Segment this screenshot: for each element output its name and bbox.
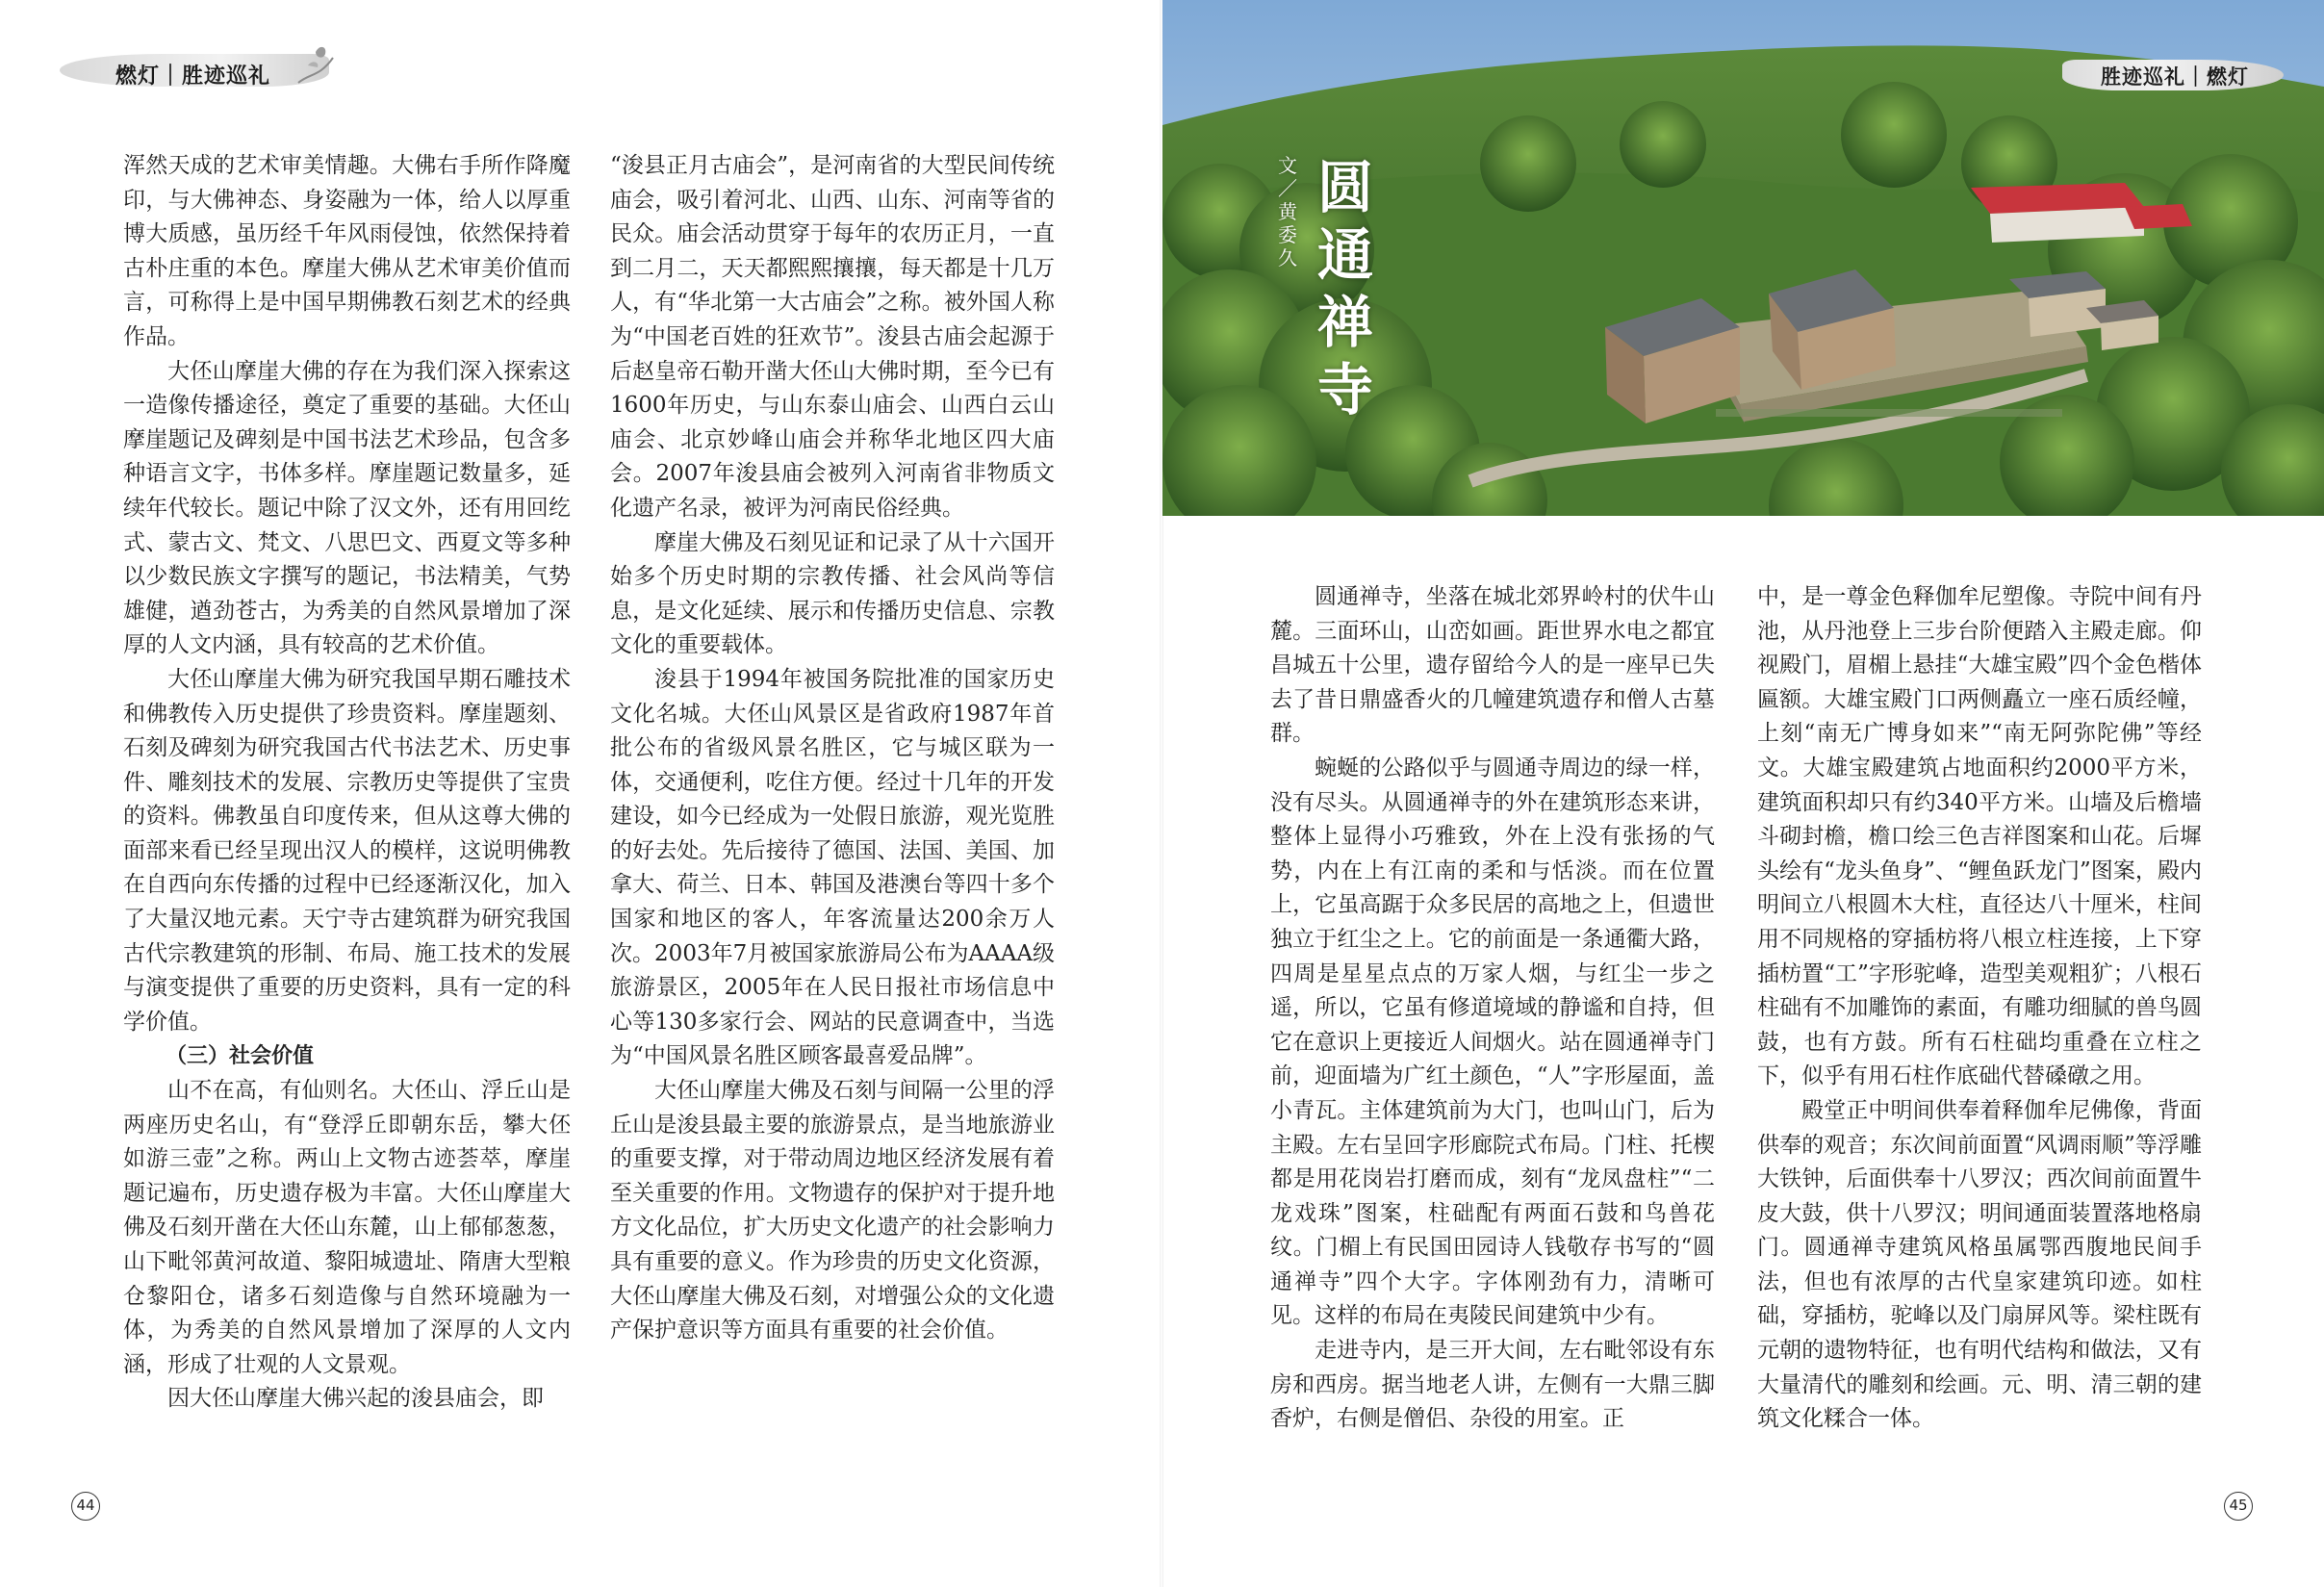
title-char: 通 xyxy=(1316,222,1373,288)
author-char: ／ xyxy=(1278,177,1297,200)
author-char: 文 xyxy=(1278,154,1297,177)
paragraph: 圆通禅寺，坐落在城北郊界岭村的伏牛山麓。三面环山，山峦如画。距世界水电之都宜昌城五十公里，遗存留给今人的是一座早已失去了昔日鼎盛香火的几幢建筑遗存和僧人古墓群。 xyxy=(1270,584,1715,747)
paragraph: 浑然天成的艺术审美情趣。大佛右手所作降魔印，与大佛神态、身姿融为一体，给人以厚重博大质感，虽历经千年风雨侵蚀，依然保持着古朴庄重的本色。摩崖大佛从艺术审美价值而言，可称得上是中国早期佛教石刻艺术的经典作品。 xyxy=(123,153,571,349)
paragraph: 山不在高，有仙则名。大伾山、浮丘山是两座历史名山，有“登浮丘即朝东岳，攀大伾如游三壶”之称。两山上文物古迹荟萃，摩崖题记遍布，历史遗存极为丰富。大伾山摩崖大佛及石刻开凿在大伾山东麓，山上郁郁葱葱，山下毗邻黄河故道、黎阳城遗址、隋唐大型粮仓黎阳仓，诸多石刻造像与自然环境融为一体，为秀美的自然风景增加了深厚的人文内涵，形成了壮观的人文景观。 xyxy=(123,1078,571,1377)
text-column-2 xyxy=(610,149,1055,1348)
paragraph: 摩崖大佛及石刻见证和记录了从十六国开始多个历史时期的宗教传播、社会风尚等信息，是文化延续、展示和传播历史信息、宗教文化的重要载体。 xyxy=(610,529,1055,658)
paragraph: 殿堂正中明间供奉着释伽牟尼佛像，背面供奉的观音；东次间前面置“风调雨顺”等浮雕大铁钟，后面供奉十八罗汉；西次间前面置牛皮大鼓，供十八罗汉；明间通面装置落地格扇门。圆通禅寺建筑风格虽属鄂西腹地民间手法，但也有浓厚的古代皇家建筑印迹。如柱础，穿插枋，驼峰以及门扇屏风等。梁柱既有元朝的遗物特征，也有明代结构和做法，又有大量清代的雕刻和绘画。元、明、清三朝的建筑文化糅合一体。 xyxy=(1757,1097,2202,1432)
page-number-right: 45 xyxy=(2224,1492,2253,1521)
title-char: 禅 xyxy=(1316,290,1373,355)
paragraph: 因大伾山摩崖大佛兴起的浚县庙会，即 xyxy=(167,1386,544,1412)
page-number-left: 44 xyxy=(71,1492,100,1521)
author-byline-vertical xyxy=(1275,154,1300,269)
title-char: 寺 xyxy=(1316,357,1373,422)
paragraph: 大伾山摩崖大佛的存在为我们深入探索这一造像传播途径，奠定了重要的基础。大伾山摩崖题记及碑刻是中国书法艺术珍品，包含多种语言文字，书体多样。摩崖题记数量多，延续年代较长。题记中除了汉文外，还有用回纥式、蒙古文、梵文、八思巴文、西夏文等多种以少数民族文字撰写的题记，书法精美，气势雄健，遒劲苍古，为秀美的自然风景增加了深厚的人文内涵，具有较高的艺术价值。 xyxy=(123,358,571,658)
paragraph: 中，是一尊金色释伽牟尼塑像。寺院中间有丹池，从丹池登上三步台阶便踏入主殿走廊。仰视殿门，眉楣上悬挂“大雄宝殿”四个金色楷体匾额。大雄宝殿门口两侧矗立一座石质经幢，上刻“南无广博身如来”“南无阿弥陀佛”等经文。大雄宝殿建筑占地面积约2000平方米，建筑面积却只有约340平方米。山墙及后檐墙斗砌封檐，檐口绘三色吉祥图案和山花。后墀头绘有“龙头鱼身”、“鲤鱼跃龙门”图案，殿内明间立八根圆木大柱，直径达八十厘米，柱间用不同规格的穿插枋将八根立柱连接，上下穿插枋置“工”字形驼峰，造型美观粗犷；八根石柱础有不加雕饰的素面，有雕功细腻的兽鸟圆鼓，也有方鼓。所有石柱础均重叠在立柱之下，似乎有用石柱作底础代替磉礅之用。 xyxy=(1757,584,2202,1089)
paragraph: 蜿蜒的公路似乎与圆通寺周边的绿一样，没有尽头。从圆通禅寺的外在建筑形态来讲，整体上显得小巧雅致，外在上没有张扬的气势，内在上有江南的柔和与恬淡。而在位置上，它虽高踞于众多民居的高地之上，但遗世独立于红尘之上。它的前面是一条通衢大路，四周是星星点点的万家人烟，与红尘一步之遥，所以，它虽有修道境域的静谧和自持，但它在意识上更接近人间烟火。站在圆通禅寺门前，迎面墙为广红土颜色，“人”字形屋面，盖小青瓦。主体建筑前为大门，也叫山门，后为主殿。左右呈回字形廊院式布局。门柱、托楔都是用花岗岩打磨而成，刻有“龙凤盘柱”“二龙戏珠”图案，柱础配有两面石鼓和鸟兽花纹。门楣上有民国田园诗人钱敬存书写的“圆通禅寺”四个大字。字体刚劲有力，清晰可见。这样的布局在夷陵民间建筑中少有。 xyxy=(1270,755,1715,1329)
article-title-vertical xyxy=(1316,154,1374,423)
author-char: 久 xyxy=(1278,246,1297,269)
paragraph: 大伾山摩崖大佛为研究我国早期石雕技术和佛教传入历史提供了珍贵资料。摩崖题刻、石刻及碑刻为研究我国古代书法艺术、历史事件、雕刻技术的发展、宗教历史等提供了宝贵的资料。佛教虽自印度传来，但从这尊大佛的面部来看已经呈现出汉人的模样，这说明佛教在自西向东传播的过程中已经逐渐汉化，加入了大量汉地元素。天宁寺古建筑群为研究我国古代宗教建筑的形制、布局、施工技术的发展与演变提供了重要的历史资料，具有一定的科学价值。 xyxy=(123,666,571,1035)
paragraph: 走进寺内，是三开大间，左右毗邻设有东房和西房。据当地老人讲，左侧有一大鼎三脚香炉，右侧是僧侣、杂役的用室。正 xyxy=(1270,1338,1715,1432)
header-banner-right xyxy=(2062,56,2284,94)
text-column-4 xyxy=(1757,580,2202,1437)
author-char: 黄 xyxy=(1278,200,1297,223)
paragraph: “浚县正月古庙会”，是河南省的大型民间传统庙会，吸引着河北、山西、山东、河南等省的民众。庙会活动贯穿于每年的农历正月，一直到二月二，天天都熙熙攘攘，每天都是十几万人，有“华北第一大古庙会”之称。被外国人称为“中国老百姓的狂欢节”。浚县古庙会起源于后赵皇帝石勒开凿大伾山大佛时期，至今已有1600年历史，与山东泰山庙会、山西白云山庙会、北京妙峰山庙会并称华北地区四大庙会。2007年浚县庙会被列入河南省非物质文化遗产名录，被评为河南民俗经典。 xyxy=(610,153,1055,521)
author-char: 委 xyxy=(1278,223,1297,246)
title-char: 圆 xyxy=(1316,155,1373,220)
header-title-right: 胜迹巡礼｜燃灯 xyxy=(2101,65,2249,89)
header-title-left: 燃灯｜胜迹巡礼 xyxy=(115,64,271,89)
lotus-swirl-icon xyxy=(291,44,339,90)
header-banner-left xyxy=(60,44,329,94)
paragraph: 大伾山摩崖大佛及石刻与间隔一公里的浮丘山是浚县最主要的旅游景点，是当地旅游业的重要支撑，对于带动周边地区经济发展有着至关重要的作用。文物遗存的保护对于提升地方文化品位，扩大历史文化遗产的社会影响力具有重要的意义。作为珍贵的历史文化资源，大伾山摩崖大佛及石刻，对增强公众的文化遗产保护意识等方面具有重要的社会价值。 xyxy=(610,1078,1055,1344)
text-column-3 xyxy=(1270,580,1715,1437)
text-column-1 xyxy=(123,149,571,1417)
section-subheading: （三）社会价值 xyxy=(166,1044,315,1069)
paragraph: 浚县于1994年被国务院批准的国家历史文化名城。大伾山风景区是省政府1987年首批公布的省级风景名胜区，它与城区联为一体，交通便利，吃住方便。经过十几年的开发建设，如今已经成为一处假日旅游，观光览胜的好去处。先后接待了德国、法国、美国、加拿大、荷兰、日本、韩国及港澳台等四十多个国家和地区的客人，年客流量达200余万人次。2003年7月被国家旅游局公布为AAAA级旅游景区，2005年在人民日报社市场信息中心等130多家行会、网站的民意调查中，当选为“中国风景名胜区顾客最喜爱品牌”。 xyxy=(610,666,1055,1069)
